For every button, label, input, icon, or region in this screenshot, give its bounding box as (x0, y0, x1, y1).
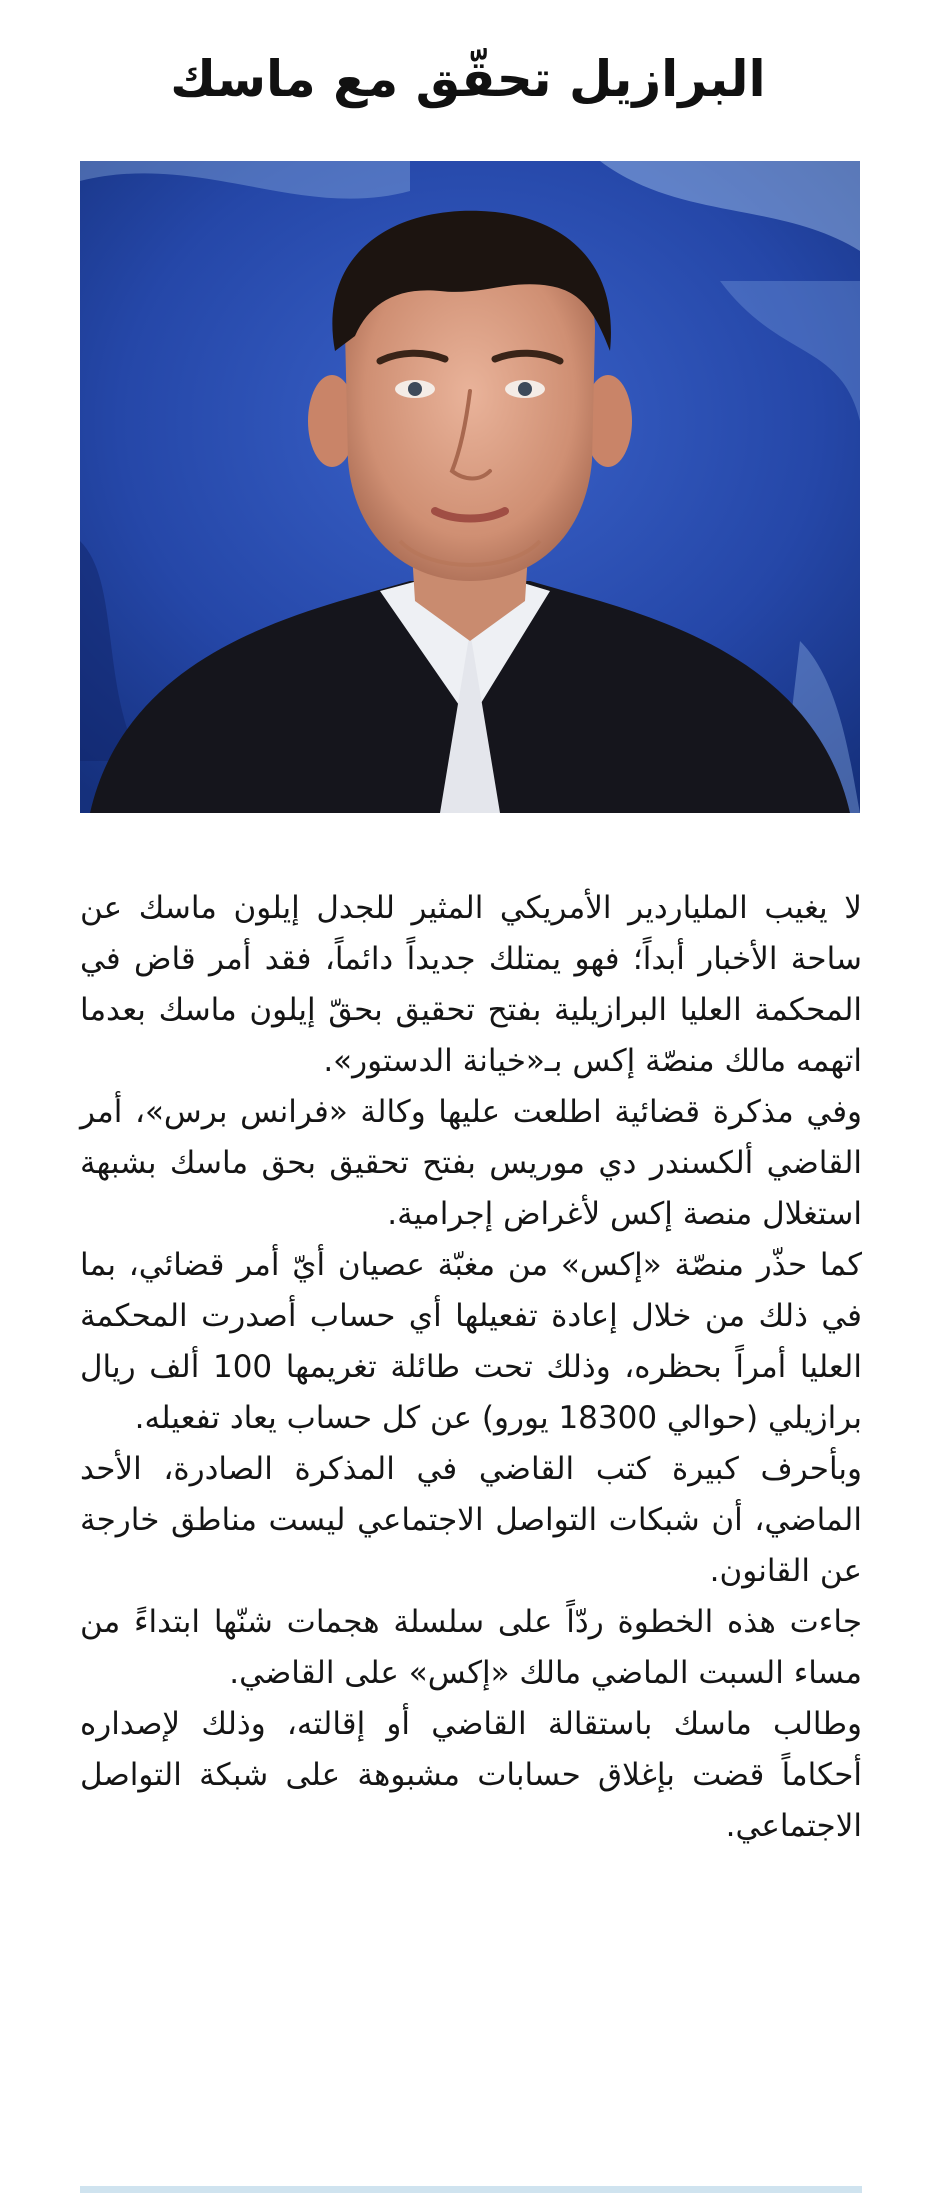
bottom-divider (80, 2186, 862, 2193)
article-paragraph: وطالب ماسك باستقالة القاضي أو إقالته، وذلك لإصداره أحكاماً قضت بإغلاق حسابات مشبوهة على شبكة التواصل الاجتماعي. (80, 1706, 862, 1844)
article-paragraph: وبأحرف كبيرة كتب القاضي في المذكرة الصادرة، الأحد الماضي، أن شبكات التواصل الاجتماعي ليست مناطق خارجة عن القانون. (80, 1451, 862, 1589)
portrait-illustration (80, 161, 860, 813)
article-body (80, 883, 862, 1852)
article-paragraph: جاءت هذه الخطوة ردّاً على سلسلة هجمات شنّها ابتداءً من مساء السبت الماضي مالك «إكس» على القاضي. (80, 1604, 862, 1691)
article-paragraph: وفي مذكرة قضائية اطلعت عليها وكالة «فرانس برس»، أمر القاضي ألكسندر دي موريس بفتح تحقيق بحق ماسك بشبهة استغلال منصة إكس لأغراض إجرامية. (80, 1094, 862, 1232)
article-paragraph: لا يغيب الملياردير الأمريكي المثير للجدل إيلون ماسك عن ساحة الأخبار أبداً؛ فهو يمتلك جديداً دائماً، فقد أمر قاض في المحكمة العليا البرازيلية بفتح تحقيق بحقّ إيلون ماسك بعدما اتهمه مالك منصّة إكس بـ«خيانة الدستور». (80, 890, 862, 1079)
article-photo (80, 161, 860, 813)
article-paragraph: كما حذّر منصّة «إكس» من مغبّة عصيان أيّ أمر قضائي، بما في ذلك من خلال إعادة تفعيلها أي حساب أصدرت المحكمة العليا أمراً بحظره، وذلك تحت طائلة تغريمها 100 ألف ريال برازيلي (حوالي 18300 يورو) عن كل حساب يعاد تفعيله. (80, 1247, 862, 1436)
headline: البرازيل تحقّق مع ماسك (170, 50, 766, 108)
